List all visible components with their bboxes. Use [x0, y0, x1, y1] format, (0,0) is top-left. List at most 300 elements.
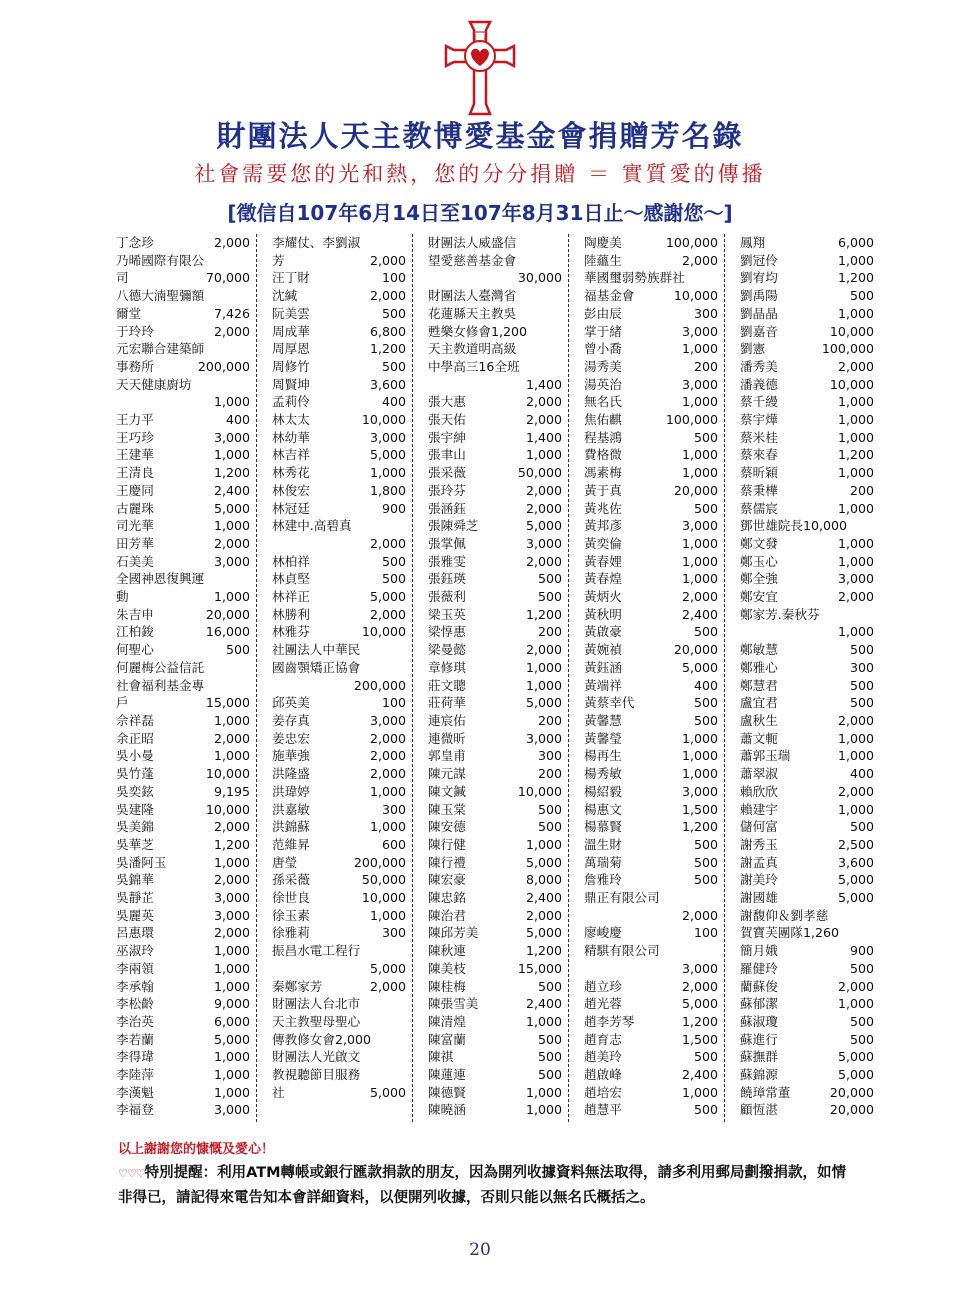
donation-amount: 1,000: [837, 465, 874, 481]
donor-name: 潘義德: [740, 376, 778, 392]
donor-row: [428, 1031, 562, 1049]
donor-row: [116, 570, 250, 588]
donor-row: [428, 305, 562, 323]
donation-amount: 2,000: [525, 553, 562, 569]
donor-name: 吳潘阿玉: [116, 854, 167, 870]
donor-row: [272, 252, 406, 270]
donation-amount: 10,000: [829, 376, 874, 392]
donor-row: [584, 340, 718, 358]
donor-row: [272, 854, 406, 872]
donor-name: 鄭全強: [740, 571, 778, 587]
donor-name: 王清良: [116, 465, 154, 481]
donation-amount: 20,000: [673, 482, 718, 498]
donor-row: [272, 500, 406, 518]
column-divider: [412, 234, 413, 1122]
donor-row: [116, 801, 250, 819]
donation-amount: 1,000: [525, 1102, 562, 1118]
donation-amount: 300: [381, 925, 406, 941]
donor-name: 李得瑋: [116, 1049, 154, 1065]
donation-amount: 200: [693, 358, 718, 374]
donation-amount: 3,000: [369, 712, 406, 728]
donor-name: 姜存真: [272, 712, 310, 728]
donation-amount: 20,000: [673, 642, 718, 658]
donor-name: 黃秋明: [584, 606, 622, 622]
donation-amount: 300: [381, 801, 406, 817]
donation-amount: 500: [693, 429, 718, 445]
donation-amount: 500: [849, 288, 874, 304]
donor-name: 王力平: [116, 412, 154, 428]
donor-row: [272, 871, 406, 889]
donor-row: [428, 606, 562, 624]
donor-name: 馮素梅: [584, 465, 622, 481]
donation-amount: 2,000: [369, 730, 406, 746]
donation-amount: 500: [537, 589, 562, 605]
donor-row: [116, 712, 250, 730]
donor-list: [116, 234, 874, 1122]
donor-row: [740, 464, 874, 482]
donor-row: [272, 606, 406, 624]
donor-name: 吳竹蓬: [116, 766, 154, 782]
donor-name: 賴建宇: [740, 801, 778, 817]
donor-name: 周成華: [272, 323, 310, 339]
donor-name: 財團法人台北市: [272, 996, 361, 1012]
donation-amount: 1,000: [681, 571, 718, 587]
donor-row: [740, 907, 874, 925]
donation-amount: 300: [849, 659, 874, 675]
donor-name: 洪嘉敏: [272, 801, 310, 817]
donor-row: [740, 252, 874, 270]
donation-amount: 9,000: [213, 996, 250, 1012]
donation-amount: 500: [693, 500, 718, 516]
donor-name: 黃春煌: [584, 571, 622, 587]
donation-amount: 1,000: [681, 766, 718, 782]
donation-amount: 1,200: [681, 819, 718, 835]
donor-row: [740, 730, 874, 748]
donor-name: 陳祺: [428, 1049, 454, 1065]
donor-name: 湯英治: [584, 376, 622, 392]
donor-row: [272, 358, 406, 376]
donation-amount: 1,000: [525, 1013, 562, 1029]
donation-amount: 1,000: [681, 730, 718, 746]
donation-amount: 200: [537, 766, 562, 782]
donor-name: 陳蓮連: [428, 1067, 466, 1083]
donor-row: [428, 482, 562, 500]
donor-row: [740, 553, 874, 571]
donor-row: [272, 1066, 406, 1084]
donation-amount: 1,000: [525, 677, 562, 693]
donor-row: [584, 641, 718, 659]
donor-name: 唐瑩: [272, 854, 298, 870]
donor-row: [428, 1066, 562, 1084]
donation-amount: 1,000: [837, 996, 874, 1012]
donor-name: 江柏鋑: [116, 624, 154, 640]
donor-name: 石美美: [116, 553, 154, 569]
donation-amount: 3,000: [681, 376, 718, 392]
donation-period: [徵信自107年6月14日至107年8月31日止～感謝您～]: [227, 201, 733, 225]
donor-name: 曾小喬: [584, 341, 622, 357]
donation-amount: 1,000: [837, 748, 874, 764]
donor-name: 鼎正有限公司: [584, 890, 660, 906]
donor-row: [428, 765, 562, 783]
donor-row: [584, 978, 718, 996]
donation-amount: 2,000: [681, 978, 718, 994]
donor-row: [272, 234, 406, 252]
donor-column: [740, 234, 874, 1119]
donor-name: 劉禹陽: [740, 288, 778, 304]
donor-name: 鄧世雄院長10,000: [740, 518, 848, 534]
donor-row: [584, 287, 718, 305]
donor-name: 無名氏: [584, 394, 622, 410]
donor-row: [740, 836, 874, 854]
donation-amount: 500: [849, 1031, 874, 1047]
donor-name: 黃炳火: [584, 589, 622, 605]
donor-name: 范維昇: [272, 836, 310, 852]
donation-amount: 5,000: [837, 1049, 874, 1065]
donation-amount: 50,000: [361, 872, 406, 888]
donor-row: [428, 836, 562, 854]
donor-name: 焦佑麒: [584, 412, 622, 428]
donor-name: 王建華: [116, 447, 154, 463]
donor-row: [740, 659, 874, 677]
donor-name: 楊慕賢: [584, 819, 622, 835]
donor-name: 蘇淑瓊: [740, 1013, 778, 1029]
donor-name: 陳行健: [428, 836, 466, 852]
donor-row: [272, 712, 406, 730]
donor-row: [272, 960, 406, 978]
donation-amount: 1,000: [681, 748, 718, 764]
donor-row: [740, 570, 874, 588]
donor-name: 賀寶芙團隊1,260: [740, 925, 840, 941]
donor-name: 王巧珍: [116, 429, 154, 445]
donor-name: 林祥正: [272, 589, 310, 605]
donation-amount: 2,000: [525, 394, 562, 410]
donation-amount: 10,000: [361, 624, 406, 640]
donor-name: 徐玉素: [272, 907, 310, 923]
donor-row: [272, 747, 406, 765]
donor-row: [740, 712, 874, 730]
donor-row: [740, 1031, 874, 1049]
donor-name: 邱英美: [272, 695, 310, 711]
donation-amount: 400: [381, 394, 406, 410]
donor-name: 林勝利: [272, 606, 310, 622]
donor-name: 丁念珍: [116, 235, 154, 250]
donor-row: [428, 340, 562, 358]
donor-name: 蘇撫群: [740, 1049, 778, 1065]
donation-amount: 600: [381, 836, 406, 852]
donation-amount: 1,000: [525, 836, 562, 852]
donor-row: [272, 1084, 406, 1102]
donor-row: [116, 464, 250, 482]
donor-name: 李陸萍: [116, 1067, 154, 1083]
donation-amount: 10,000: [673, 288, 718, 304]
donor-name: 巫淑玲: [116, 943, 154, 959]
donor-row: [116, 960, 250, 978]
donor-row: [584, 323, 718, 341]
donation-amount: 2,000: [837, 712, 874, 728]
donation-amount: 15,000: [517, 960, 562, 976]
donor-row: [116, 429, 250, 447]
donor-name: 陳忠銘: [428, 890, 466, 906]
donation-amount: 1,800: [369, 482, 406, 498]
donation-amount: 100,000: [665, 412, 718, 428]
donation-amount: 1,000: [837, 429, 874, 445]
donation-amount: 500: [381, 358, 406, 374]
donor-name: 財團法人威盛信: [428, 235, 517, 250]
donor-row: [740, 429, 874, 447]
donation-amount: 500: [693, 712, 718, 728]
donor-row: [428, 464, 562, 482]
donor-name: 趙美玲: [584, 1049, 622, 1065]
donation-amount: 2,000: [525, 482, 562, 498]
donor-row: [272, 765, 406, 783]
donor-name: 林吉祥: [272, 447, 310, 463]
donation-amount: 1,000: [525, 447, 562, 463]
donor-row: [428, 694, 562, 712]
donation-amount: 500: [381, 305, 406, 321]
donor-row: [428, 854, 562, 872]
donation-amount: 1,000: [369, 907, 406, 923]
donation-amount: 20,000: [829, 1084, 874, 1100]
donor-name: 費格微: [584, 447, 622, 463]
donor-name: 蔡儒宸: [740, 500, 778, 516]
donation-amount: 2,000: [213, 872, 250, 888]
donation-amount: 3,000: [213, 1102, 250, 1118]
donation-amount: 5,000: [369, 1084, 406, 1100]
donor-row: [116, 482, 250, 500]
donation-amount: 7,426: [213, 305, 250, 321]
donor-name: 莊文聰: [428, 677, 466, 693]
donor-row: [116, 287, 250, 305]
donation-amount: 1,000: [213, 518, 250, 534]
donation-amount: 1,400: [525, 429, 562, 445]
donor-row: [116, 606, 250, 624]
donation-amount: 2,400: [213, 482, 250, 498]
donor-row: [116, 942, 250, 960]
donor-name: 趙李芳琴: [584, 1013, 635, 1029]
donation-amount: 3,000: [213, 429, 250, 445]
donation-amount: 2,000: [525, 500, 562, 516]
donor-name: 司: [116, 270, 129, 286]
donor-row: [584, 730, 718, 748]
donor-name: 簡月娥: [740, 943, 778, 959]
donor-row: [116, 1066, 250, 1084]
donor-row: [584, 801, 718, 819]
donor-name: 蔡米桂: [740, 429, 778, 445]
donor-row: [428, 783, 562, 801]
donor-row: [428, 889, 562, 907]
donation-amount: 1,200: [837, 270, 874, 286]
donor-name: 劉冠伶: [740, 252, 778, 268]
donation-amount: 500: [849, 695, 874, 711]
donor-row: [584, 818, 718, 836]
donor-name: 陳桂梅: [428, 978, 466, 994]
donation-amount: 5,000: [369, 589, 406, 605]
donor-row: [584, 765, 718, 783]
donor-row: [740, 606, 874, 624]
donor-name: 財團法人臺灣省: [428, 288, 517, 304]
donor-row: [428, 641, 562, 659]
donor-name: 乃晞國際有限公: [116, 252, 205, 268]
donation-amount: 2,400: [525, 996, 562, 1012]
donor-name: 王慶同: [116, 482, 154, 498]
donation-amount: 2,000: [681, 252, 718, 268]
donation-amount: 100: [693, 925, 718, 941]
donation-amount: 200,000: [353, 854, 406, 870]
donation-amount: 3,000: [681, 960, 718, 976]
donor-name: 黃于真: [584, 482, 622, 498]
donation-amount: 3,000: [681, 783, 718, 799]
donation-amount: 2,000: [369, 606, 406, 622]
donor-name: 國齒顎矯正協會: [272, 659, 361, 675]
donor-name: 李漢魁: [116, 1084, 154, 1100]
donor-name: 李耀仗、李劉淑: [272, 235, 361, 250]
donor-row: [272, 641, 406, 659]
donor-row: [428, 411, 562, 429]
donor-row: [428, 269, 562, 287]
donation-amount: 1,000: [681, 1084, 718, 1100]
donor-row: [740, 1066, 874, 1084]
donor-name: 李若蘭: [116, 1031, 154, 1047]
donor-name: 洪錦蘇: [272, 819, 310, 835]
donor-name: 林柏祥: [272, 553, 310, 569]
donor-name: 鄭家芳.秦秋芬: [740, 606, 820, 622]
donor-name: 趙培宏: [584, 1084, 622, 1100]
donor-name: 福基金會: [584, 288, 635, 304]
donation-amount: 500: [693, 872, 718, 888]
donor-row: [272, 1048, 406, 1066]
donor-row: [116, 783, 250, 801]
donation-amount: 1,000: [681, 341, 718, 357]
donor-row: [116, 500, 250, 518]
donation-amount: 3,000: [525, 535, 562, 551]
donation-amount: 15,000: [205, 695, 250, 711]
donor-name: 羅健玲: [740, 960, 778, 976]
donor-row: [272, 376, 406, 394]
donor-name: 八德大湳聖彌額: [116, 288, 205, 304]
donation-amount: 5,000: [525, 854, 562, 870]
donation-amount: 200,000: [353, 677, 406, 693]
donor-row: [740, 358, 874, 376]
donor-row: [428, 730, 562, 748]
donation-amount: 1,000: [837, 412, 874, 428]
donation-amount: 1,000: [837, 553, 874, 569]
donor-name: 吳錦華: [116, 872, 154, 888]
donation-amount: 2,000: [369, 288, 406, 304]
donor-row: [584, 305, 718, 323]
donor-row: [272, 464, 406, 482]
donor-row: [116, 623, 250, 641]
donation-amount: 200: [537, 712, 562, 728]
donor-name: 吳麗英: [116, 907, 154, 923]
donation-amount: 3,000: [837, 571, 874, 587]
donor-row: [116, 924, 250, 942]
donation-amount: 3,000: [369, 429, 406, 445]
donor-row: [272, 553, 406, 571]
donor-row: [428, 358, 562, 376]
donor-name: 趙育志: [584, 1031, 622, 1047]
donor-row: [584, 871, 718, 889]
donation-amount: 1,000: [213, 943, 250, 959]
donor-row: [428, 659, 562, 677]
donation-amount: 1,000: [837, 500, 874, 516]
donor-row: [740, 818, 874, 836]
donor-row: [116, 517, 250, 535]
donor-name: 黃啟豪: [584, 624, 622, 640]
donor-name: 周厚恩: [272, 341, 310, 357]
donor-row: [116, 730, 250, 748]
donor-row: [272, 1013, 406, 1031]
donation-amount: 1,400: [525, 376, 562, 392]
donor-row: [584, 623, 718, 641]
donor-row: [740, 446, 874, 464]
donation-amount: 500: [849, 960, 874, 976]
donor-row: [116, 252, 250, 270]
donation-amount: 500: [225, 642, 250, 658]
donor-name: 吳靜芷: [116, 890, 154, 906]
donor-row: [428, 570, 562, 588]
donation-amount: 2,000: [681, 589, 718, 605]
donor-row: [116, 854, 250, 872]
donor-name: 莊荷華: [428, 695, 466, 711]
donation-amount: 1,200: [369, 341, 406, 357]
donation-amount: 900: [849, 943, 874, 959]
donor-name: 花蓮縣天主教吳: [428, 305, 517, 321]
donor-row: [584, 942, 718, 960]
donation-amount: 500: [537, 819, 562, 835]
donor-name: 趙啟峰: [584, 1067, 622, 1083]
donor-name: 連微昕: [428, 730, 466, 746]
donor-name: 天主教聖母聖心: [272, 1013, 361, 1029]
donor-row: [116, 411, 250, 429]
donor-name: 謝孟真: [740, 854, 778, 870]
donor-name: 陳曉涵: [428, 1102, 466, 1118]
donor-row: [740, 500, 874, 518]
donor-row: [584, 252, 718, 270]
donor-row: [584, 269, 718, 287]
donor-name: 趙慧平: [584, 1102, 622, 1118]
donor-row: [272, 429, 406, 447]
donor-row: [272, 1031, 406, 1049]
donor-row: [116, 323, 250, 341]
donor-row: [584, 570, 718, 588]
donor-name: 教視聽節目服務: [272, 1067, 361, 1083]
donor-row: [428, 978, 562, 996]
donor-name: 盧宜君: [740, 695, 778, 711]
donation-amount: 500: [537, 978, 562, 994]
donor-name: 于玲玲: [116, 323, 154, 339]
donation-amount: 900: [381, 500, 406, 516]
donor-row: [584, 889, 718, 907]
donation-amount: 2,000: [213, 925, 250, 941]
donor-row: [740, 765, 874, 783]
donor-name: 黃蔡幸代: [584, 695, 635, 711]
donor-name: 余正昭: [116, 730, 154, 746]
page-number: 20: [469, 1240, 491, 1260]
donor-name: 黃端祥: [584, 677, 622, 693]
donation-amount: 30,000: [517, 270, 562, 286]
donor-name: 掌于緒: [584, 323, 622, 339]
donation-amount: 1,500: [681, 801, 718, 817]
donation-amount: 1,000: [213, 748, 250, 764]
donor-row: [428, 535, 562, 553]
donation-amount: 1,000: [213, 712, 250, 728]
donation-amount: 300: [537, 748, 562, 764]
donor-name: 林建中.高碧真: [272, 518, 352, 534]
donor-name: 沈緘: [272, 288, 298, 304]
donation-amount: 1,200: [525, 943, 562, 959]
donation-amount: 500: [537, 571, 562, 587]
donor-name: 賴欣欣: [740, 783, 778, 799]
